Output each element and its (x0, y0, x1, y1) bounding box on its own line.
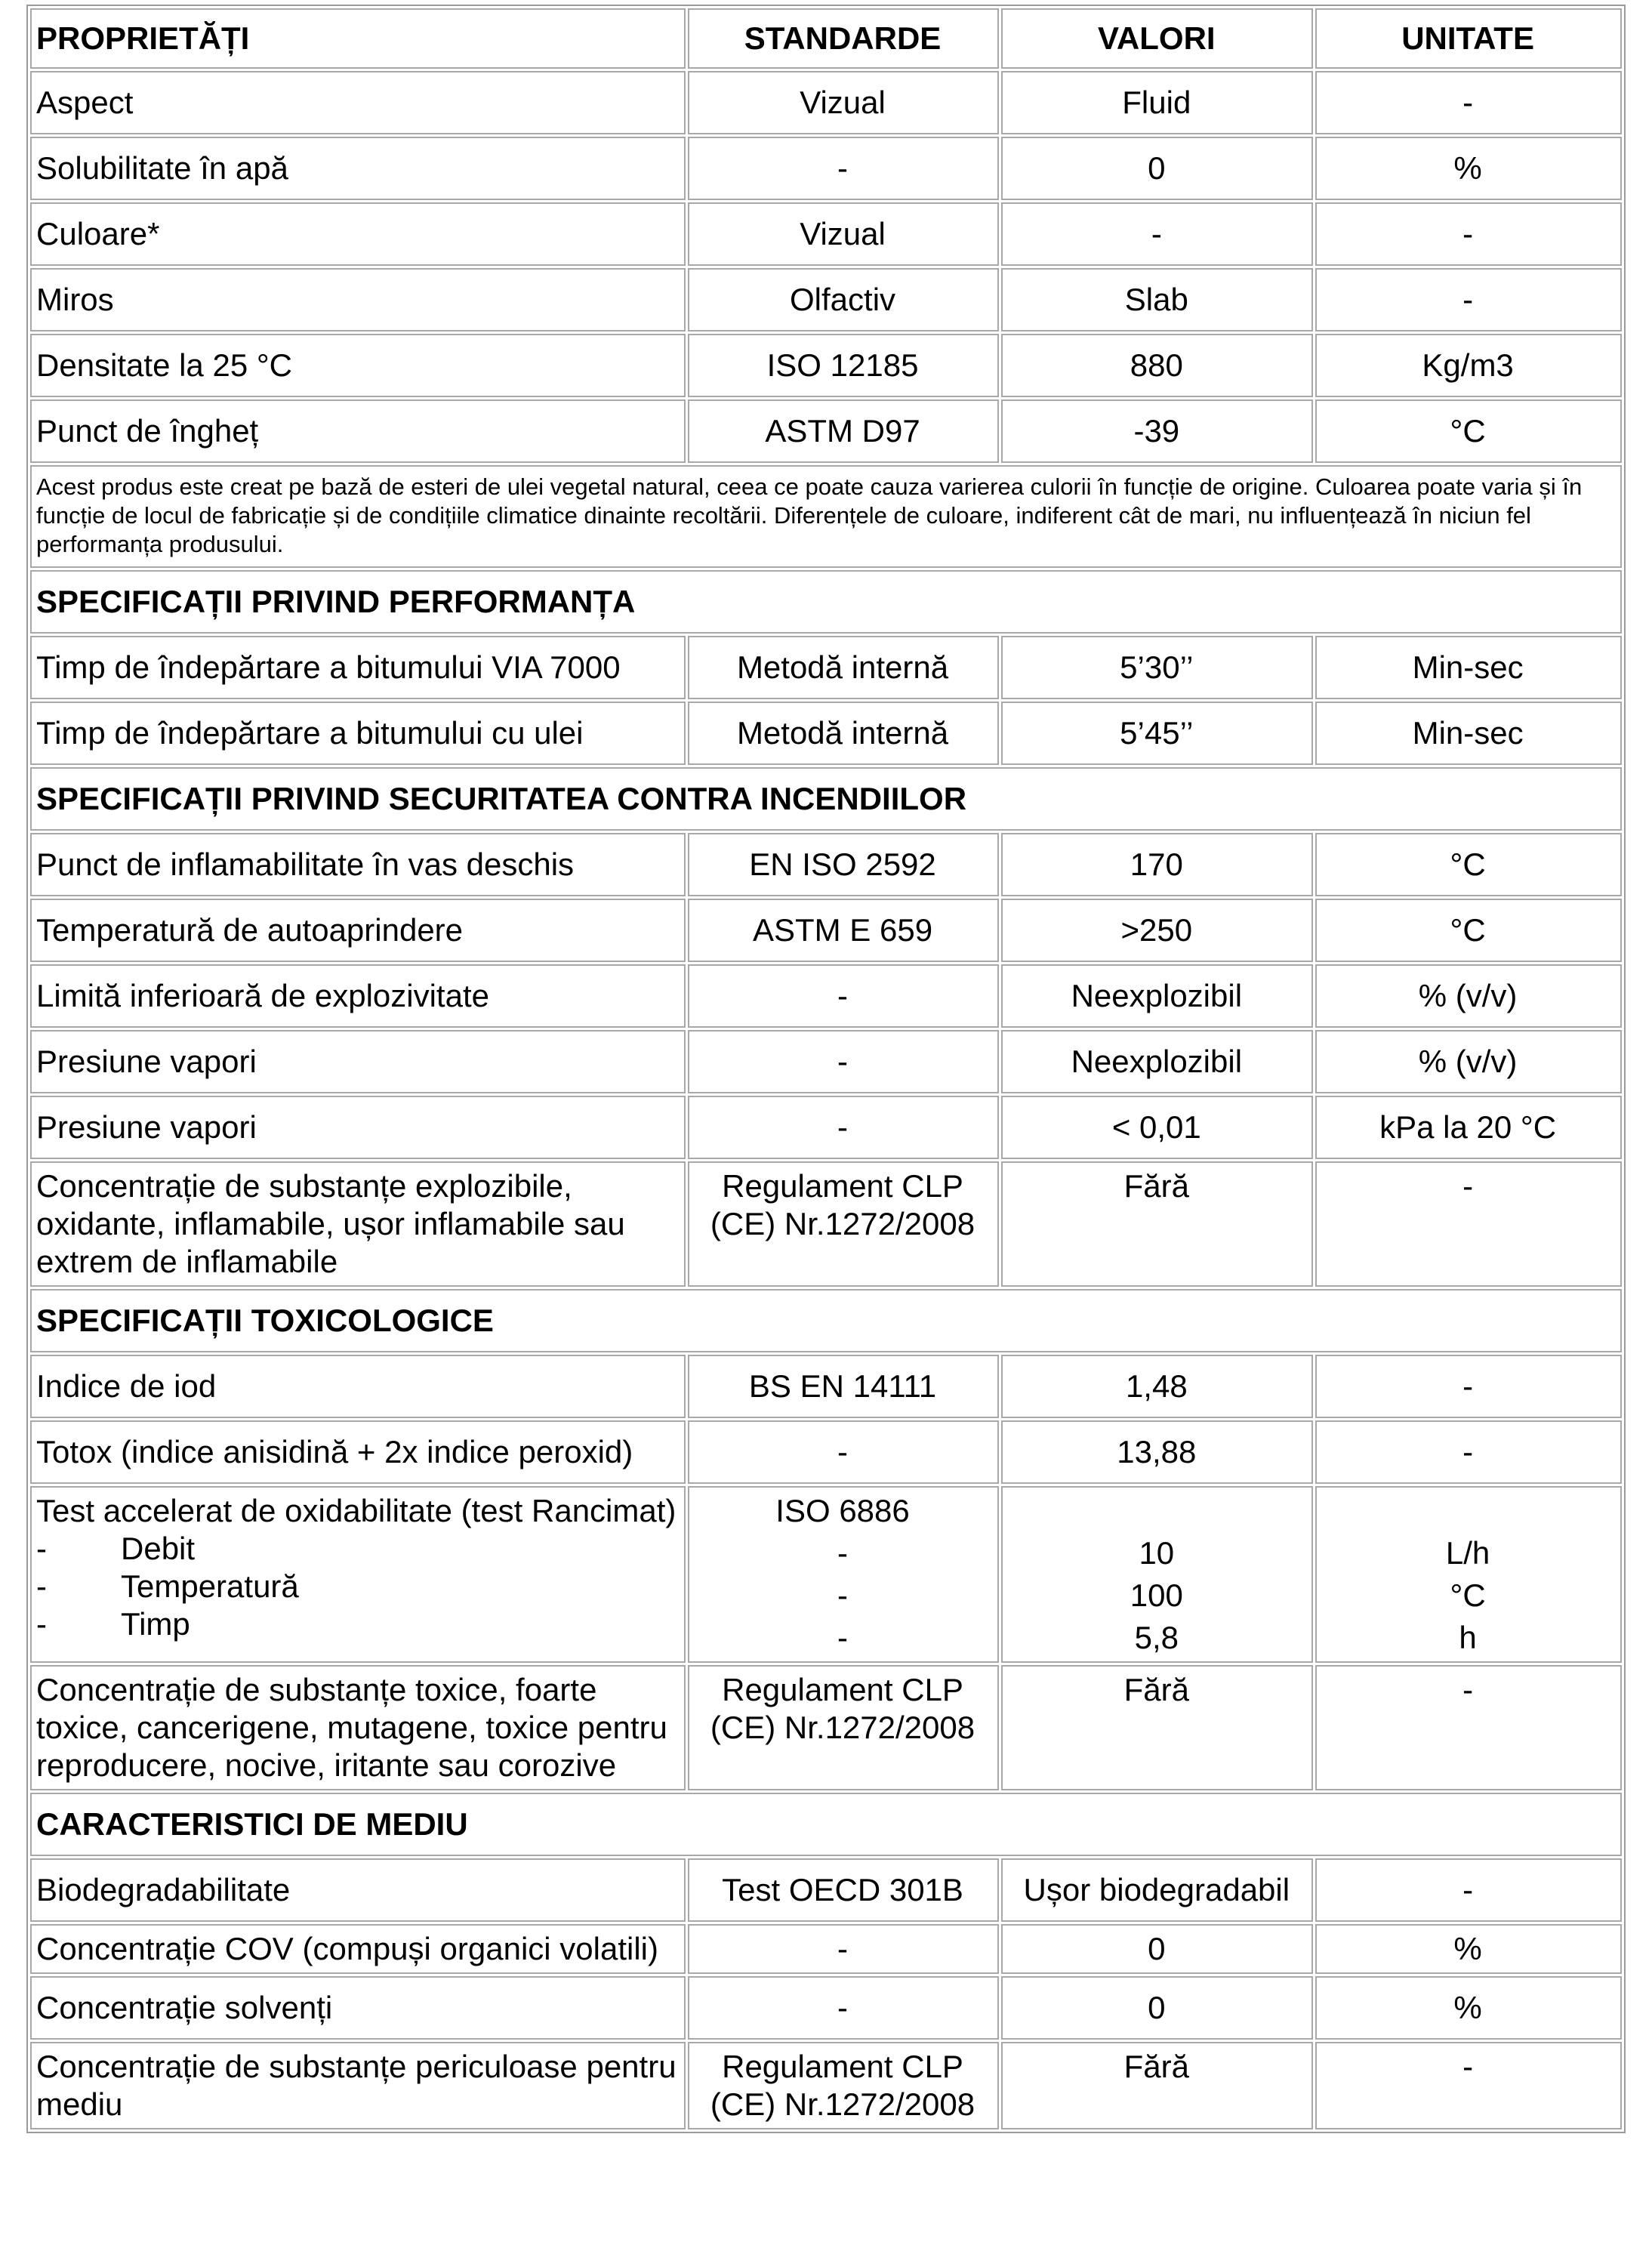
unit-cell: % (1315, 1976, 1622, 2040)
property-cell: Solubilitate în apă (30, 137, 686, 200)
property-cell: Indice de iod (30, 1355, 686, 1418)
subitem-label: Timp (121, 1606, 190, 1642)
unit-cell: °C (1315, 833, 1622, 896)
unit-cell: Kg/m3 (1315, 334, 1622, 397)
property-cell: Punct de inflamabilitate în vas deschis (30, 833, 686, 896)
property-cell: Miros (30, 268, 686, 332)
unit-cell: % (1315, 137, 1622, 200)
unit-cell: - (1315, 268, 1622, 332)
value-cell: Neexplozibil (1001, 964, 1313, 1028)
property-cell: Concentrație solvenți (30, 1976, 686, 2040)
standard-cell: Vizual (688, 71, 1000, 134)
property-cell: Totox (indice anisidină + 2x indice peroxid) (30, 1420, 686, 1484)
table-row (30, 964, 1622, 1028)
standard-line: Regulament CLP (722, 1168, 963, 1204)
standard-cell (688, 1665, 1000, 1790)
rancimat-subitem (36, 1568, 678, 1605)
unit-cell: Min-sec (1315, 636, 1622, 699)
property-cell: Culoare* (30, 202, 686, 266)
property-cell: Temperatură de autoaprindere (30, 899, 686, 962)
unit-cell: % (v/v) (1315, 964, 1622, 1028)
table-row (30, 1161, 1622, 1287)
table-row (30, 2042, 1622, 2129)
property-cell: Densitate la 25 °C (30, 334, 686, 397)
table-row (30, 899, 1622, 962)
table-row (30, 137, 1622, 200)
property-cell: Punct de îngheț (30, 399, 686, 463)
standard-cell: ISO 12185 (688, 334, 1000, 397)
header-values: VALORI (1001, 8, 1313, 69)
value-cell: 880 (1001, 334, 1313, 397)
property-cell: Concentrație de substanțe explozibile, oxidante, inflamabile, ușor inflamabile sau extrem de inflamabile (30, 1161, 686, 1287)
value-cell (1001, 1486, 1313, 1663)
standard-cell: Metodă internă (688, 702, 1000, 765)
standard-line: ISO 6886 (775, 1493, 910, 1528)
unit-line: °C (1450, 1577, 1486, 1613)
property-cell: Aspect (30, 71, 686, 134)
unit-cell: °C (1315, 899, 1622, 962)
value-cell: Slab (1001, 268, 1313, 332)
section-row (30, 767, 1622, 831)
unit-cell: - (1315, 1420, 1622, 1484)
value-line: 100 (1130, 1577, 1183, 1613)
section-title-toxicology: SPECIFICAȚII TOXICOLOGICE (30, 1289, 1622, 1352)
unit-cell (1315, 1486, 1622, 1663)
unit-cell: % (1315, 1924, 1622, 1974)
rancimat-label: Test accelerat de oxidabilitate (test Rancimat) (36, 1493, 677, 1528)
value-cell: Neexplozibil (1001, 1030, 1313, 1093)
property-cell: Concentrație COV (compuși organici volatili) (30, 1924, 686, 1974)
property-cell (30, 1486, 686, 1663)
value-cell: Fără (1001, 1161, 1313, 1287)
section-row (30, 1793, 1622, 1856)
section-title-environment: CARACTERISTICI DE MEDIU (30, 1793, 1622, 1856)
header-properties: PROPRIETĂȚI (30, 8, 686, 69)
unit-cell: % (v/v) (1315, 1030, 1622, 1093)
unit-cell: - (1315, 1355, 1622, 1418)
property-cell: Concentrație de substanțe toxice, foarte toxice, cancerigene, mutagene, toxice pentru reproducere, nocive, iritante sau corozive (30, 1665, 686, 1790)
table-row (30, 1420, 1622, 1484)
note-row (30, 465, 1622, 568)
unit-cell: - (1315, 71, 1622, 134)
table-row (30, 399, 1622, 463)
property-cell: Limită inferioară de explozivitate (30, 964, 686, 1028)
value-cell: 13,88 (1001, 1420, 1313, 1484)
standard-cell: - (688, 1976, 1000, 2040)
value-cell: 0 (1001, 1976, 1313, 2040)
standard-line: Regulament CLP (722, 1672, 963, 1707)
value-cell: 1,48 (1001, 1355, 1313, 1418)
value-cell: >250 (1001, 899, 1313, 962)
table-row (30, 202, 1622, 266)
standard-line: - (837, 1535, 849, 1571)
unit-cell: Min-sec (1315, 702, 1622, 765)
standard-cell: - (688, 1420, 1000, 1484)
unit-cell: - (1315, 1665, 1622, 1790)
table-row (30, 71, 1622, 134)
unit-line: h (1459, 1620, 1477, 1655)
property-cell: Biodegradabilitate (30, 1858, 686, 1922)
table-row (30, 1976, 1622, 2040)
standard-cell (688, 2042, 1000, 2129)
unit-cell: - (1315, 202, 1622, 266)
header-standards: STANDARDE (688, 8, 1000, 69)
value-cell: - (1001, 202, 1313, 266)
standard-cell: EN ISO 2592 (688, 833, 1000, 896)
table-row (30, 1665, 1622, 1790)
standard-cell: - (688, 1096, 1000, 1159)
properties-table (28, 6, 1624, 2132)
unit-cell: - (1315, 2042, 1622, 2129)
standard-line: - (837, 1620, 849, 1655)
unit-cell: - (1315, 1858, 1622, 1922)
standard-cell: Olfactiv (688, 268, 1000, 332)
standard-cell: - (688, 1924, 1000, 1974)
standard-line: (CE) Nr.1272/2008 (710, 1206, 975, 1241)
property-cell: Timp de îndepărtare a bitumului VIA 7000 (30, 636, 686, 699)
value-cell: 5’45’’ (1001, 702, 1313, 765)
standard-line: (CE) Nr.1272/2008 (710, 2086, 975, 2122)
dash: - (36, 1606, 47, 1642)
standard-cell: Vizual (688, 202, 1000, 266)
specifications-sheet (26, 5, 1626, 2133)
property-cell: Timp de îndepărtare a bitumului cu ulei (30, 702, 686, 765)
standard-line: - (837, 1577, 849, 1613)
table-row (30, 334, 1622, 397)
color-note: Acest produs este creat pe bază de esteri de ulei vegetal natural, ceea ce poate cauza varierea culorii în funcție de origine. Culoarea poate varia și în funcție de locul de fabricație și de condițiile climatice dinainte recoltării. Diferențele de culoare, indiferent cât de mari, nu influențează în niciun fel performanța produsului. (30, 465, 1622, 568)
standard-cell: ASTM E 659 (688, 899, 1000, 962)
unit-cell: kPa la 20 °C (1315, 1096, 1622, 1159)
value-cell: 170 (1001, 833, 1313, 896)
section-row (30, 1289, 1622, 1352)
standard-cell: Test OECD 301B (688, 1858, 1000, 1922)
standard-cell (688, 1486, 1000, 1663)
standard-cell: - (688, 964, 1000, 1028)
rancimat-subitem (36, 1605, 678, 1643)
table-row (30, 1030, 1622, 1093)
dash: - (36, 1531, 47, 1566)
header-row (30, 8, 1622, 69)
value-cell: 5’30’’ (1001, 636, 1313, 699)
unit-cell: °C (1315, 399, 1622, 463)
value-cell: 0 (1001, 1924, 1313, 1974)
rancimat-subitem (36, 1530, 678, 1568)
value-cell: Fără (1001, 2042, 1313, 2129)
table-row (30, 1096, 1622, 1159)
subitem-label: Temperatură (121, 1568, 299, 1604)
section-title-performance: SPECIFICAȚII PRIVIND PERFORMANȚA (30, 570, 1622, 634)
dash: - (36, 1568, 47, 1604)
standard-cell: Metodă internă (688, 636, 1000, 699)
standard-cell: - (688, 1030, 1000, 1093)
property-cell: Presiune vapori (30, 1030, 686, 1093)
table-row (30, 636, 1622, 699)
property-cell: Presiune vapori (30, 1096, 686, 1159)
standard-cell: BS EN 14111 (688, 1355, 1000, 1418)
table-row (30, 1355, 1622, 1418)
table-row (30, 833, 1622, 896)
unit-line: L/h (1445, 1535, 1490, 1571)
unit-cell: - (1315, 1161, 1622, 1287)
table-row (30, 1858, 1622, 1922)
value-cell: Fără (1001, 1665, 1313, 1790)
table-row (30, 268, 1622, 332)
value-cell: Ușor biodegradabil (1001, 1858, 1313, 1922)
section-row (30, 570, 1622, 634)
subitem-label: Debit (121, 1531, 196, 1566)
property-cell: Concentrație de substanțe periculoase pentru mediu (30, 2042, 686, 2129)
standard-cell: ASTM D97 (688, 399, 1000, 463)
section-title-fire-safety: SPECIFICAȚII PRIVIND SECURITATEA CONTRA INCENDIILOR (30, 767, 1622, 831)
value-line: 10 (1139, 1535, 1175, 1571)
table-row-rancimat (30, 1486, 1622, 1663)
standard-line: Regulament CLP (722, 2049, 963, 2084)
header-unit: UNITATE (1315, 8, 1622, 69)
value-cell: < 0,01 (1001, 1096, 1313, 1159)
standard-line: (CE) Nr.1272/2008 (710, 1710, 975, 1745)
table-row (30, 1924, 1622, 1974)
value-cell: -39 (1001, 399, 1313, 463)
table-row (30, 702, 1622, 765)
standard-cell: - (688, 137, 1000, 200)
value-cell: 0 (1001, 137, 1313, 200)
value-line: 5,8 (1134, 1620, 1179, 1655)
value-cell: Fluid (1001, 71, 1313, 134)
standard-cell (688, 1161, 1000, 1287)
